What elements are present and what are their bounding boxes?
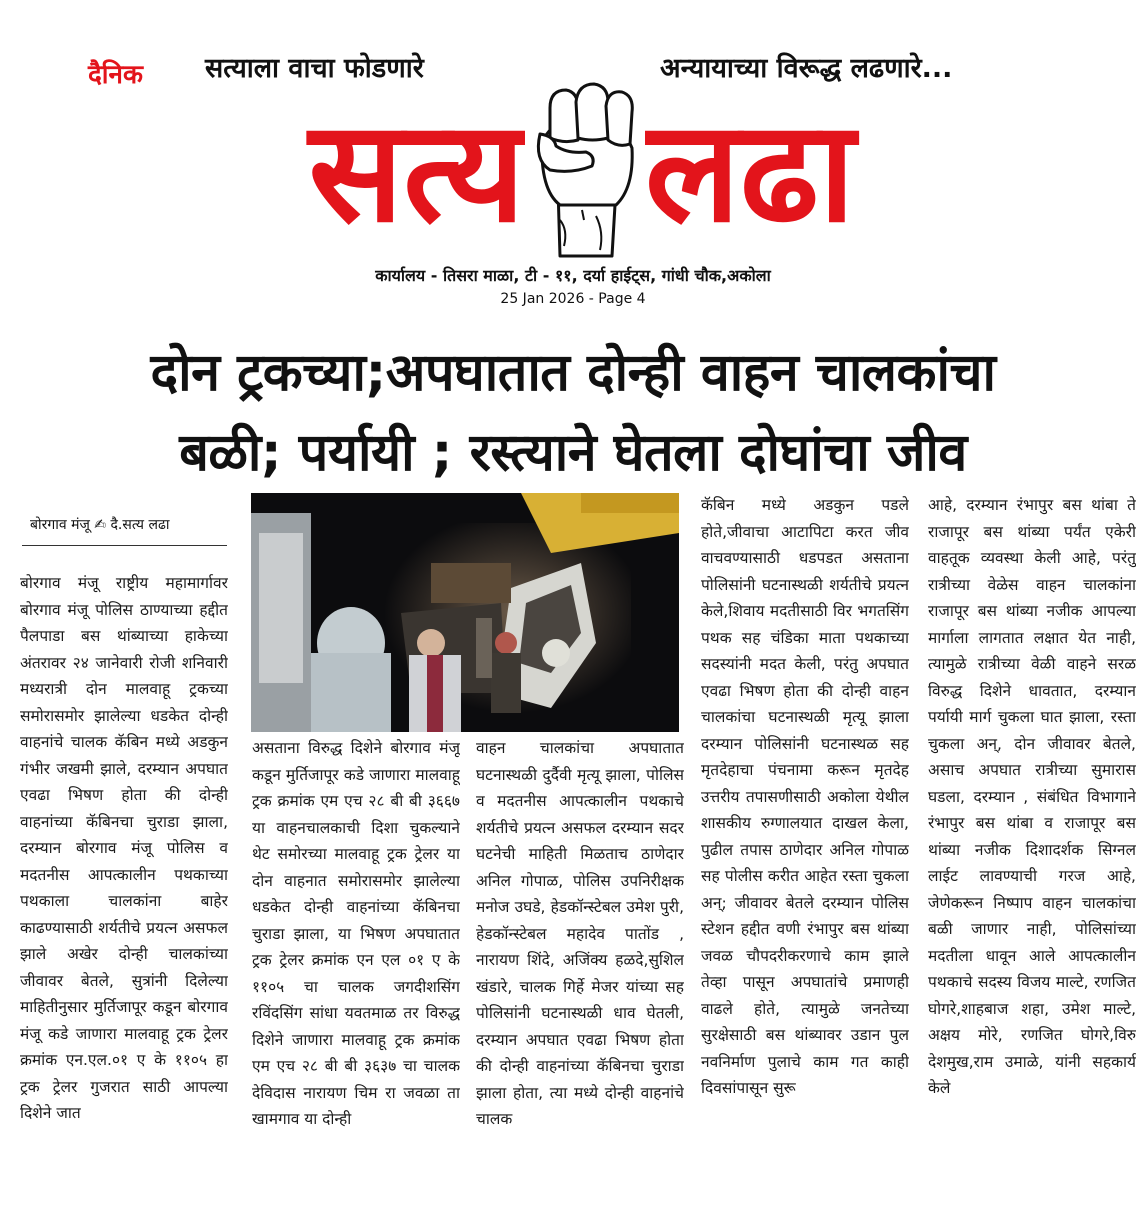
- article-column-5-text: आहे, दरम्यान रंभापुर बस थांबा ते राजापूर बस थांब्या पर्यंत एकेरी वाहतूक व्यवस्था केली आहे, परंतु रात्रीच्या वेळेस वाहन चालकांना राजापूर बस थांब्या नजीक आपल्या मार्गाला लागतात लक्षात येत नाही, त्यामुळे रात्रीच्या वेळी वाहने सरळ विरुद्ध दिशेने धावतात, दरम्यान पर्यायी मार्ग चुकला घात झाला, रस्ता चुकला अन्, दोन जीवावर बेतले, असाच अपघात रात्रीच्या सुमारास घडला, दरम्यान , संबंधित विभागाने रंभापुर बस थांबा व राजापूर बस थांब्या नजीक दिशादर्शक सिग्नल लाईट लावण्याची गरज आहे, जेणेकरून निष्पाप वाहन चालकांचा बळी जाणार नाही, पोलिसांच्या मदतीला धावून आले आपत्कालीन पथकाचे सदस्य विजय माल्टे, रणजित घोगरे,शाहबाज शहा, उमेश माल्टे, अक्षय मोरे, रणजित घोगरे,विरु देशमुख,राम उमाळे, यांनी सहकार्य केले: [928, 496, 1136, 1097]
- raised-fist-icon: [520, 70, 650, 260]
- office-address: कार्यालय - तिसरा माळा, टी - ११, दर्या हाईट्स, गांधी चौक,अकोला: [375, 266, 771, 285]
- article-column-3: [476, 735, 684, 1223]
- headline: [10, 333, 1136, 493]
- slogan-right: अन्यायाच्या विरूद्ध लढणारे...: [660, 53, 953, 84]
- article-column-2: [252, 735, 460, 1223]
- masthead-name-left: सत्य: [308, 91, 525, 254]
- article-column-3-text: वाहन चालकांचा अपघातात घटनास्थळी दुर्दैवी मृत्यू झाला, पोलिस व मदतनीस आपत्कालीन पथकाचे शर्यतीचे प्रयत्न असफल दरम्यान सदर घटनेची माहिती मिळताच ठाणेदार अनिल गोपाळ, पोलिस उपनिरीक्षक मनोज उघडे, हेडकॉन्स्टेबल उमेश पुरी, हेडकॉन्स्टेबल महादेव पातोंड , नारायण शिंदे, अजिंक्य हळदे,सुशिल खंडारे, चालक गिर्हे मेजर यांच्या सह पोलिसांनी घटनास्थळी धाव घेतली, दरम्यान अपघात एवढा भिषण होता की दोन्ही वाहनांच्या कॅबिनचा चुराडा झाला होता, त्या मध्ये दोन्ही वाहनांचे चालक: [476, 739, 684, 1128]
- article-column-4-text: कॅबिन मध्ये अडकुन पडले होते,जीवाचा आटापिटा करत जीव वाचवण्यासाठी धडपडत असताना पोलिसांनी घटनास्थळी शर्यतीचे प्रयत्न केले,शिवाय मदतीसाठी विर भगतसिंग पथक सह चंडिका माता पथकाच्या सदस्यांनी मदत केली, परंतु अपघात एवढा भिषण होता की दोन्ही वाहन चालकांचा घटनास्थळी मृत्यू झाला दरम्यान पोलिसांनी घटनास्थळ सह मृतदेहाचा पंचनामा करून मृतदेह उत्तरीय तपासणीसाठी अकोला येथील शासकीय रुग्णालयात दाखल केला, पुढील तपास ठाणेदार अनिल गोपाळ सह पोलीस करीत आहेत रस्ता चुकला अन्; जीवावर बेतले दरम्यान पोलिस स्टेशन हद्दीत वणी रंभापुर बस थांब्या जवळ चौपदरीकरणाचे काम झाले तेव्हा पासून अपघातांचे प्रमाणही वाढले होते, त्यामुळे जनतेच्या सुरक्षेसाठी बस थांब्यावर उडान पुल नवनिर्माण पुलाचे काम गत काही दिवसांपासून सुरू: [701, 496, 909, 1097]
- article-column-4: [701, 492, 909, 1220]
- accident-photo: [251, 493, 679, 732]
- headline-line-1: दोन ट्रकच्या;अपघातात दोन्ही वाहन चालकांचा: [150, 343, 996, 403]
- article-column-1: [20, 570, 228, 1220]
- article-column-1-text: बोरगाव मंजू राष्ट्रीय महामार्गावर बोरगाव मंजू पोलिस ठाण्याच्या हद्दीत पैलपाडा बस थांब्याच्या हाकेच्या अंतरावर २४ जानेवारी रोजी शनिवारी मध्यरात्री दोन मालवाहू ट्रकच्या समोरासमोर झालेल्या धडकेत दोन्ही वाहनांचे चालक कॅबिन मध्ये अडकुन गंभीर जखमी झाले, दरम्यान अपघात एवढा भिषण होता की दोन्ही वाहनांच्या कॅबिनचा चुराडा झाला, दरम्यान बोरगाव मंजू पोलिस व मदतनीस आपत्कालीन पथकाच्या पथकाला चालकांना बाहेर काढण्यासाठी शर्यतीचे प्रयत्न असफल झाले अखेर दोन्ही चालकांच्या जीवावर बेतले, सुत्रांनी दिलेल्या माहितीनुसार मुर्तिजापूर कडून बोरगाव मंजू कडे जाणारा मालवाहू ट्रक ट्रेलर क्रमांक एन.एल.०१ ए के ११०५ हा ट्रक ट्रेलर गुजरात साठी आपल्या दिशेने जात: [20, 574, 228, 1122]
- daily-label: दैनिक: [88, 60, 143, 90]
- masthead-name-right: लढा: [645, 91, 856, 254]
- slogan-left: सत्याला वाचा फोडणारे: [205, 53, 424, 84]
- byline-divider: [22, 545, 227, 546]
- byline: बोरगाव मंजू ✍ दै.सत्य लढा: [30, 517, 170, 533]
- article-column-5: [928, 492, 1136, 1220]
- article-column-2-text: असताना विरुद्ध दिशेने बोरगाव मंजू कडून मुर्तिजापूर कडे जाणारा मालवाहू ट्रक क्रमांक एम एच २८ बी बी ३६६७ या वाहनचालकाची दिशा चुकल्याने थेट समोरच्या मालवाहू ट्रक ट्रेलर या दोन वाहनात समोरासमोर झालेल्या धडकेत दोन्ही वाहनांच्या कॅबिनचा चुराडा झाला, या भिषण अपघातात ट्रक ट्रेलर क्रमांक एन एल ०१ ए के ११०५ चा चालक जगदीशसिंग रविंदसिंग सांधा यवतमाळ तर विरुद्ध दिशेने जाणारा मालवाहू ट्रक क्रमांक एम एच २८ बी बी ३६३७ चा चालक देविदास नारायण चिम रा जवळा ता खामगाव या दोन्ही: [252, 739, 460, 1128]
- headline-line-2: बळी; पर्यायी ; रस्त्याने घेतला दोघांचा जीव: [179, 423, 967, 483]
- dateline: 25 Jan 2026 - Page 4: [500, 291, 646, 307]
